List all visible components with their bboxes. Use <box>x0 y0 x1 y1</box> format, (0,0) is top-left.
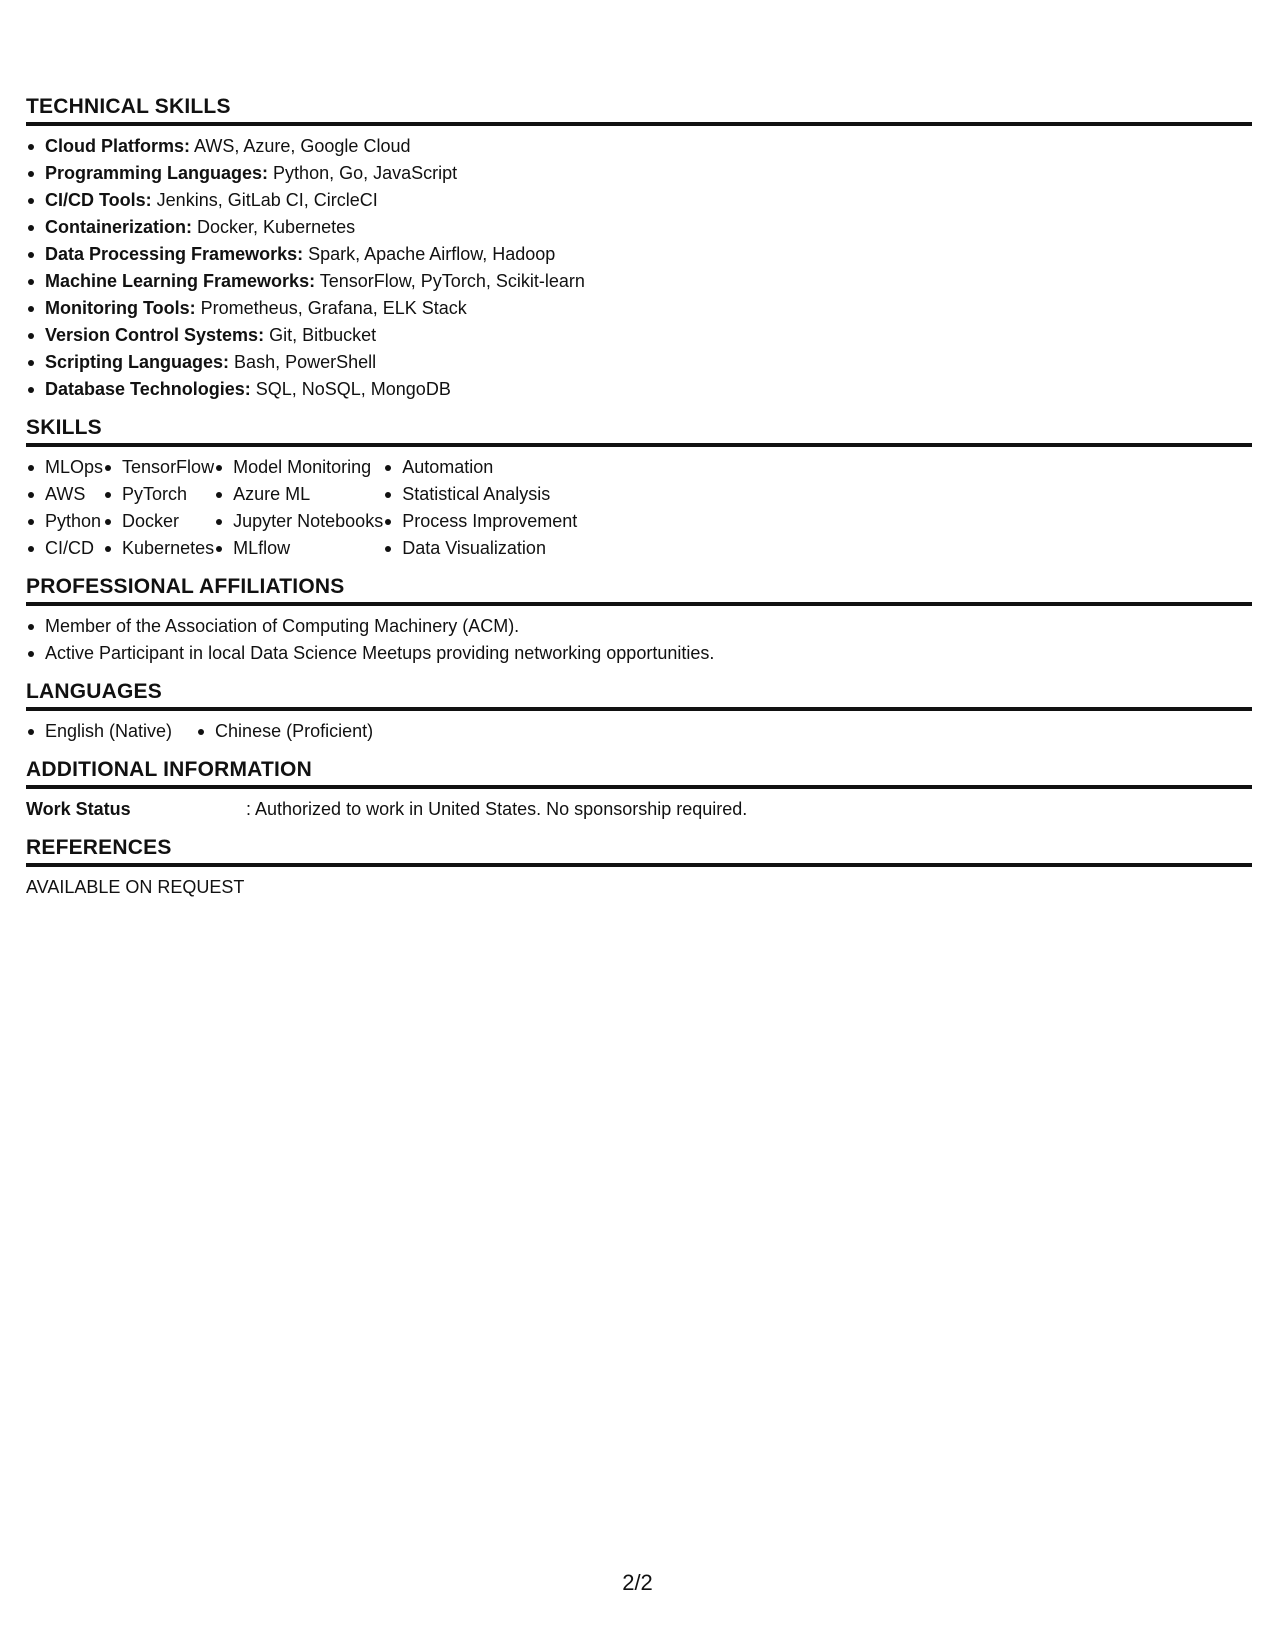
affiliations-section <box>26 574 1252 667</box>
list-item: TensorFlow <box>103 454 214 481</box>
section-title: TECHNICAL SKILLS <box>26 94 1252 126</box>
list-item <box>26 268 1252 295</box>
skill-label: Monitoring Tools: <box>45 298 196 318</box>
references-text: AVAILABLE ON REQUEST <box>26 877 245 897</box>
skill-value: SQL, NoSQL, MongoDB <box>255 379 451 399</box>
section-title: ADDITIONAL INFORMATION <box>26 757 1252 789</box>
skills-column <box>383 454 577 562</box>
section-title: SKILLS <box>26 415 1252 447</box>
skills-section <box>26 415 1252 562</box>
skill-label: CI/CD Tools: <box>45 190 152 210</box>
list-item <box>26 376 1252 403</box>
additional-info-section <box>26 757 1252 823</box>
references-section <box>26 835 1252 901</box>
list-item <box>26 295 1252 322</box>
list-item <box>26 187 1252 214</box>
skills-column <box>26 454 103 562</box>
skill-label: Programming Languages: <box>45 163 269 183</box>
skill-label: Database Technologies: <box>45 379 251 399</box>
technical-skills-list <box>26 133 1252 403</box>
skills-column <box>103 454 214 562</box>
list-item: MLflow <box>214 535 383 562</box>
list-item: Kubernetes <box>103 535 214 562</box>
languages-section <box>26 679 1252 745</box>
list-item <box>26 349 1252 376</box>
affiliations-list <box>26 613 1252 667</box>
list-item: CI/CD <box>26 535 103 562</box>
list-item: Process Improvement <box>383 508 577 535</box>
work-status-value: : Authorized to work in United States. No sponsorship required. <box>246 799 748 819</box>
skill-value: Jenkins, GitLab CI, CircleCI <box>156 190 378 210</box>
list-item: AWS <box>26 481 103 508</box>
skill-value: AWS, Azure, Google Cloud <box>194 136 411 156</box>
skill-label: Cloud Platforms: <box>45 136 191 156</box>
list-item: English (Native) <box>26 718 172 745</box>
section-title: PROFESSIONAL AFFILIATIONS <box>26 574 1252 606</box>
skill-value: Prometheus, Grafana, ELK Stack <box>200 298 467 318</box>
list-item: PyTorch <box>103 481 214 508</box>
skill-value: Git, Bitbucket <box>269 325 377 345</box>
work-status-row <box>26 796 1252 823</box>
section-title: REFERENCES <box>26 835 1252 867</box>
skill-label: Machine Learning Frameworks: <box>45 271 316 291</box>
list-item <box>26 241 1252 268</box>
work-status-label: Work Status <box>26 799 131 819</box>
list-item: Active Participant in local Data Science Meetups providing networking opportunities. <box>26 640 1252 667</box>
page-number: 2/2 <box>622 1570 653 1595</box>
skill-label: Scripting Languages: <box>45 352 230 372</box>
list-item: Model Monitoring <box>214 454 383 481</box>
skill-label: Containerization: <box>45 217 192 237</box>
list-item <box>26 160 1252 187</box>
skill-value: Bash, PowerShell <box>234 352 377 372</box>
section-title: LANGUAGES <box>26 679 1252 711</box>
list-item <box>26 214 1252 241</box>
skill-value: Python, Go, JavaScript <box>273 163 458 183</box>
list-item: Jupyter Notebooks <box>214 508 383 535</box>
list-item: Python <box>26 508 103 535</box>
technical-skills-section <box>26 94 1252 403</box>
skill-label: Version Control Systems: <box>45 325 265 345</box>
resume-page <box>26 94 1252 913</box>
list-item: Docker <box>103 508 214 535</box>
skills-grid <box>26 454 1252 562</box>
skill-label: Data Processing Frameworks: <box>45 244 304 264</box>
list-item <box>26 133 1252 160</box>
list-item: Member of the Association of Computing Machinery (ACM). <box>26 613 1252 640</box>
languages-list <box>26 718 1252 745</box>
list-item: Azure ML <box>214 481 383 508</box>
list-item: Statistical Analysis <box>383 481 577 508</box>
skills-column <box>214 454 383 562</box>
skill-value: Spark, Apache Airflow, Hadoop <box>308 244 556 264</box>
skill-value: Docker, Kubernetes <box>197 217 356 237</box>
list-item: Data Visualization <box>383 535 577 562</box>
list-item: Automation <box>383 454 577 481</box>
list-item: MLOps <box>26 454 103 481</box>
skill-value: TensorFlow, PyTorch, Scikit-learn <box>319 271 585 291</box>
list-item <box>26 322 1252 349</box>
list-item: Chinese (Proficient) <box>196 718 373 745</box>
